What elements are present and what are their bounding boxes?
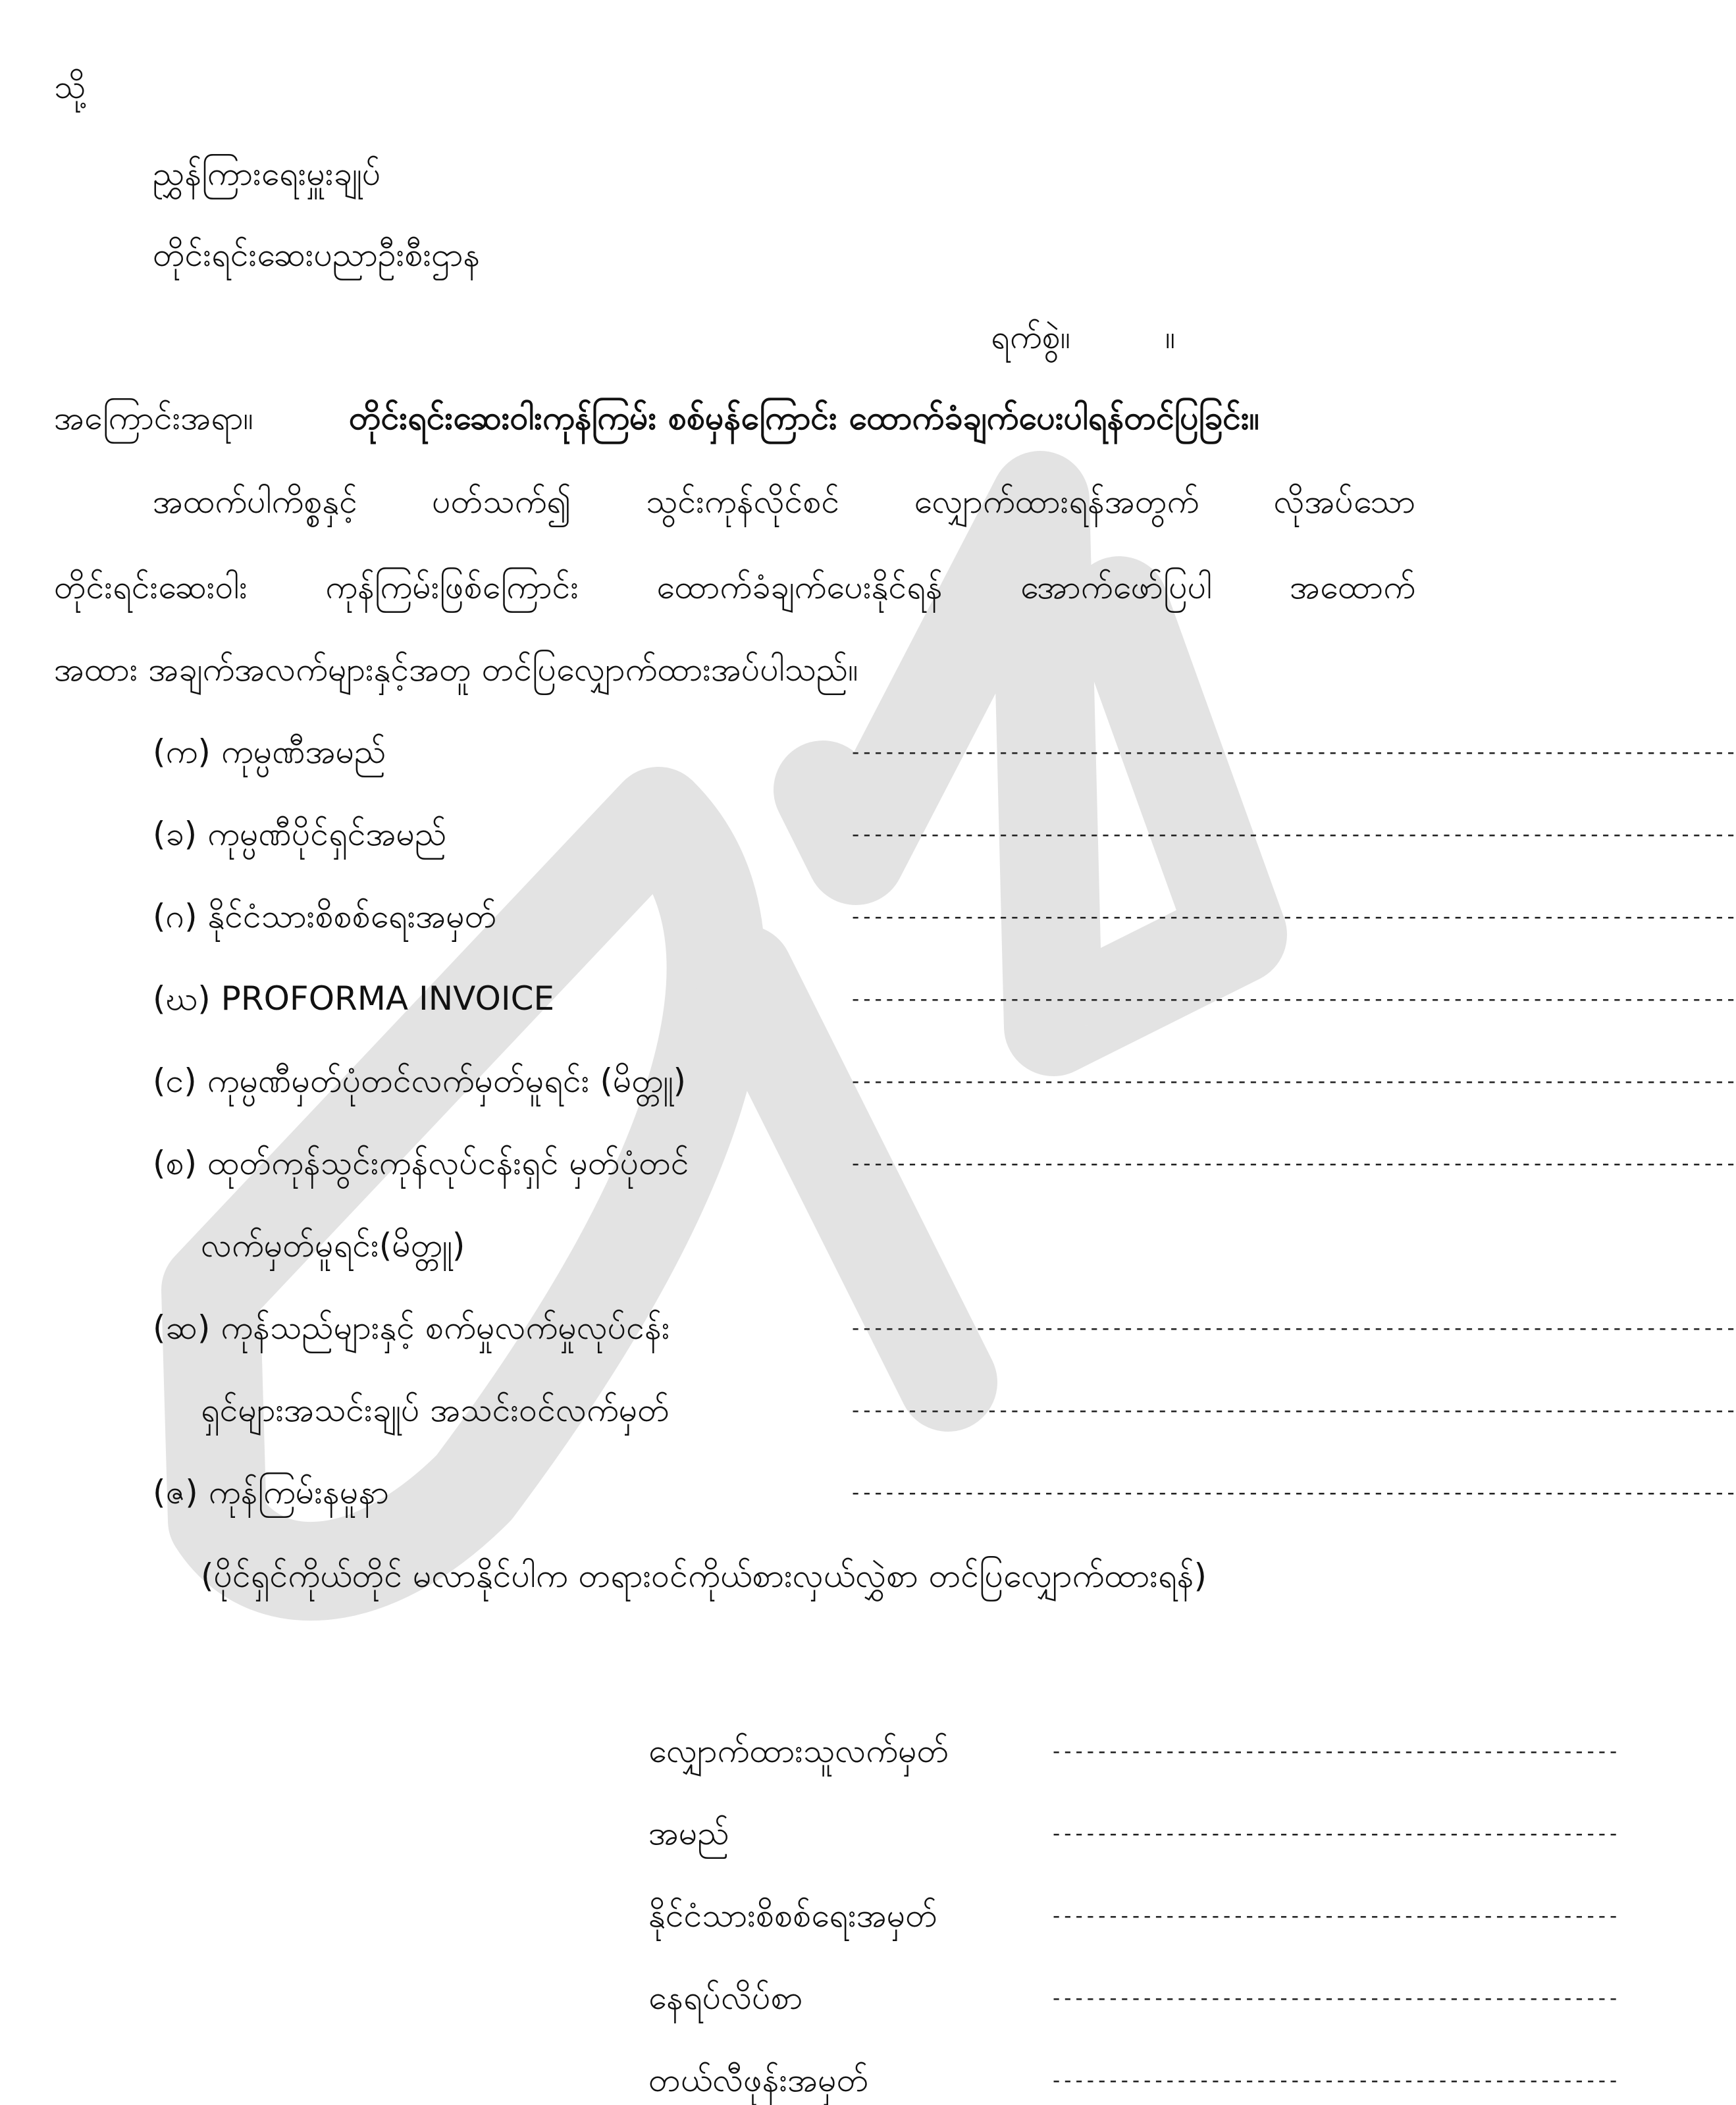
body-line-3: အထား အချက်အလက်များနှင့်အတူ တင်ပြလျှောက်ထားအပ်ပါသည်။	[54, 650, 858, 689]
body-line-1: အထက်ပါကိစ္စနှင့် ပတ်သက်၍ သွင်းကုန်လိုင်စင် လျှောက်ထားရန်အတွက် လိုအပ်သော	[153, 482, 1415, 521]
item-umfcci-membership-blank: ------------------------------------------------------------------------------	[849, 1315, 1736, 1340]
item-raw-material-sample: (ဇ) ကုန်ကြမ်းနမူနာ	[153, 1473, 389, 1511]
item-export-import-registration: (စ) ထုတ်ကုန်သွင်းကုန်လုပ်ငန်းရှင် မှတ်ပုံတင်	[153, 1144, 689, 1182]
subject-text: တိုင်းရင်းဆေးဝါးကုန်ကြမ်း စစ်မှန်ကြောင်း ထောက်ခံချက်ပေးပါရန်တင်ပြခြင်း။	[349, 399, 1259, 437]
date-label: ရက်စွဲ။	[991, 318, 1070, 356]
item-company-name: (က) ကုမ္ပဏီအမည်	[153, 733, 386, 771]
item-proforma-invoice: (ဃ) PROFORMA INVOICE	[153, 979, 555, 1018]
item-proforma-invoice-blank: ------------------------------------------------------------------------------	[849, 986, 1736, 1011]
item-umfcci-membership: (ဆ) ကုန်သည်များနှင့် စက်မှုလက်မှုလုပ်ငန်း	[153, 1309, 670, 1347]
item-owner-name-blank: ------------------------------------------------------------------------------	[849, 821, 1736, 846]
sig-applicant-signature: လျှောက်ထားသူလက်မှတ်	[648, 1732, 949, 1770]
sig-address-blank: --------------------------------------------------	[1050, 1985, 1619, 2010]
subject-label: အကြောင်းအရာ။	[54, 399, 253, 437]
item-umfcci-membership-cont: ရှင်များအသင်းချုပ် အသင်းဝင်လက်မှတ်	[201, 1391, 670, 1429]
body-line-2: တိုင်းရင်းဆေးဝါး ကုန်ကြမ်းဖြစ်ကြောင်း ထောက်ခံချက်ပေးနိုင်ရန် အောက်ဖော်ပြပါ အထောက်	[54, 568, 1415, 606]
item-company-registration-blank: ------------------------------------------------------------------------------	[849, 1068, 1736, 1093]
sig-name: အမည်	[648, 1814, 729, 1852]
item-company-registration: (င) ကုမ္ပဏီမှတ်ပုံတင်လက်မှတ်မူရင်း (မိတ္တူ)	[153, 1062, 687, 1100]
sig-address: နေရပ်လိပ်စာ	[648, 1979, 803, 2017]
item-raw-material-sample-blank: ------------------------------------------------------------------------------	[849, 1480, 1736, 1505]
item-nrc-number-blank: ------------------------------------------------------------------------------	[849, 904, 1736, 929]
sig-nrc-number: နိုင်ငံသားစိစစ်ရေးအမှတ်	[648, 1896, 937, 1935]
sig-nrc-number-blank: --------------------------------------------------	[1050, 1903, 1619, 1928]
item-umfcci-membership-cont-blank: ------------------------------------------------------------------------------	[849, 1397, 1736, 1422]
sig-phone-number-blank: --------------------------------------------------	[1050, 2067, 1619, 2092]
sig-name-blank: --------------------------------------------------	[1050, 1821, 1619, 1846]
item-owner-name: (ခ) ကုမ္ပဏီပိုင်ရှင်အမည်	[153, 815, 447, 853]
representative-note: (ပိုင်ရှင်ကိုယ်တိုင် မလာနိုင်ပါက တရားဝင်ကိုယ်စားလှယ်လွှဲစာ တင်ပြလျှောက်ထားရန်)	[201, 1557, 1207, 1595]
item-export-import-registration-cont: လက်မှတ်မူရင်း(မိတ္တူ)	[201, 1226, 465, 1264]
sig-applicant-signature-blank: --------------------------------------------------	[1050, 1738, 1619, 1763]
item-export-import-registration-blank: ------------------------------------------------------------------------------	[849, 1151, 1736, 1176]
item-company-name-blank: ------------------------------------------------------------------------------	[849, 739, 1736, 764]
recipient-department: တိုင်းရင်းဆေးပညာဦးစီးဌာန	[153, 236, 481, 274]
recipient-title: ညွှန်ကြားရေးမှူးချုပ်	[153, 155, 381, 193]
to-label: သို့	[54, 68, 86, 106]
item-nrc-number: (ဂ) နိုင်ငံသားစိစစ်ရေးအမှတ်	[153, 897, 497, 935]
sig-phone-number: တယ်လီဖုန်းအမှတ်	[648, 2061, 869, 2099]
date-mark: ။	[1165, 318, 1176, 356]
